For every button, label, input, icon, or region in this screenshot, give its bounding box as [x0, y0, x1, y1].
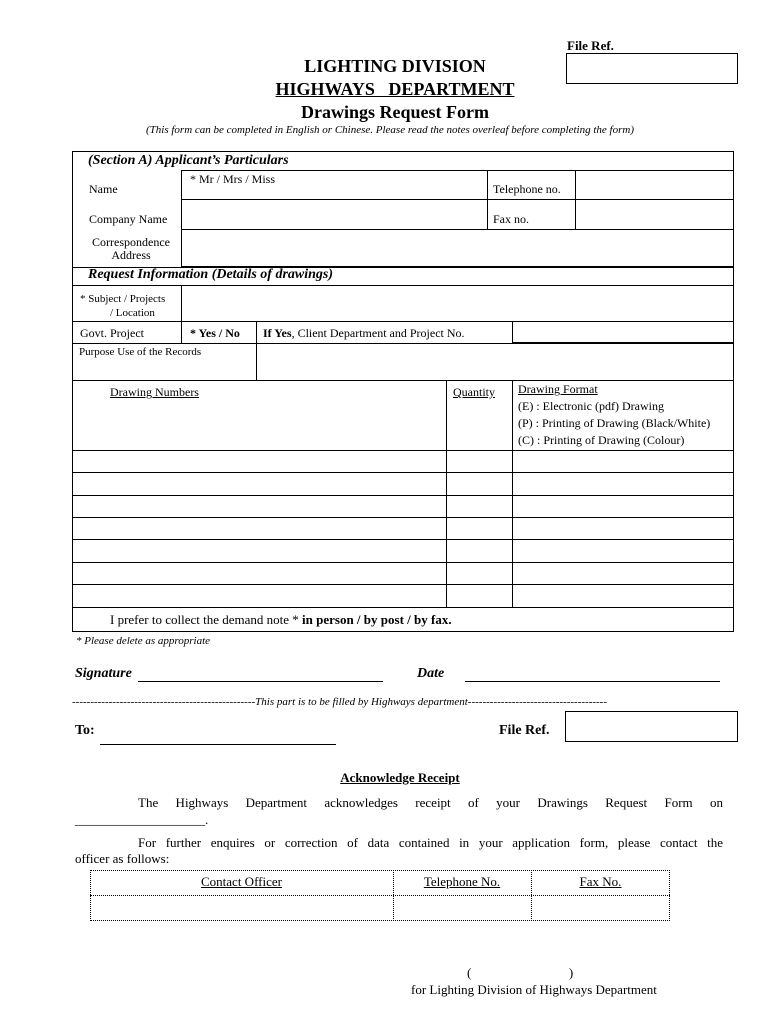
collect-preference [110, 612, 452, 628]
name-label: Name [89, 182, 118, 196]
table-row [72, 517, 734, 518]
if-yes-bold: If Yes [263, 326, 292, 340]
enquiry-text-2: officer as follows: [75, 851, 170, 866]
office-file-ref-box[interactable] [565, 711, 738, 742]
table-row [72, 584, 734, 585]
company-label: Company Name [89, 212, 168, 226]
office-use-divider: --------------------------------------------------This part is to be filled by Highways department-------------------------------------- [72, 696, 608, 708]
subject-field[interactable] [181, 285, 734, 322]
sign-off: for Lighting Division of Highways Department [411, 982, 657, 997]
telephone-label: Telephone no. [493, 182, 561, 196]
contact-table-row-line [90, 895, 670, 896]
fax-field[interactable] [575, 199, 734, 230]
format-title: Drawing Format [518, 382, 598, 396]
format-c: (C) : Printing of Drawing (Colour) [518, 433, 685, 447]
purpose-label: Purpose Use of the Records [79, 346, 202, 358]
if-yes-text [263, 326, 465, 341]
enquiry-text: For further enquires or correction of data contained in your application form, please contact the [138, 835, 723, 850]
footnote: * Please delete as appropriate [76, 635, 211, 647]
drawing-numbers-header: Drawing Numbers [110, 385, 199, 399]
yes-no-option[interactable]: * Yes / No [190, 326, 240, 340]
ack-text: The Highways Department acknowledges receipt of your Drawings Request Form on [138, 795, 723, 810]
table-row [72, 450, 734, 451]
signature-line[interactable] [138, 681, 383, 682]
collect-options[interactable]: in person / by post / by fax. [302, 612, 452, 627]
department-title: HIGHWAYS DEPARTMENT [275, 79, 515, 99]
client-dept-field[interactable] [512, 321, 734, 343]
telephone-field[interactable] [575, 170, 734, 200]
to-label: To: [75, 723, 95, 738]
table-row [72, 607, 734, 608]
table-row [72, 495, 734, 496]
address-field[interactable] [181, 229, 734, 267]
file-ref-box[interactable] [566, 53, 738, 84]
fax-no-header: Fax No. [579, 874, 622, 889]
subject-label-1: * Subject / Projects [80, 293, 166, 305]
govt-label: Govt. Project [80, 326, 144, 340]
drawings-header-top [72, 380, 734, 381]
qty-col-line [446, 380, 447, 607]
ack-title: Acknowledge Receipt [340, 770, 460, 785]
table-row [72, 539, 734, 540]
format-p: (P) : Printing of Drawing (Black/White) [518, 416, 711, 430]
fax-label: Fax no. [493, 212, 529, 226]
office-file-ref-label: File Ref. [499, 723, 550, 738]
format-col-line [512, 380, 513, 607]
division-title: LIGHTING DIVISION [304, 56, 486, 76]
date-line[interactable] [465, 681, 720, 682]
section-a-title: (Section A) Applicant’s Particulars [88, 153, 289, 168]
address-label-1: Correspondence [92, 235, 170, 249]
telephone-no-header: Telephone No. [423, 874, 501, 889]
format-e: (E) : Electronic (pdf) Drawing [518, 399, 664, 413]
table-row [72, 472, 734, 473]
address-label-2: Address [111, 248, 151, 262]
name-tel-divider [487, 170, 488, 200]
govt-divider-1 [181, 321, 182, 343]
contact-officer-header: Contact Officer [201, 874, 282, 889]
form-title: Drawings Request Form [301, 102, 489, 122]
subject-label-2: / Location [110, 307, 155, 319]
ack-date-blank[interactable]: ____________________. [75, 812, 209, 827]
purpose-field[interactable] [256, 343, 734, 381]
file-ref-label: File Ref. [567, 38, 614, 53]
request-title: Request Information (Details of drawings) [88, 267, 334, 282]
quantity-header: Quantity [453, 385, 495, 399]
date-label: Date [417, 666, 445, 681]
form-note: (This form can be completed in English or Chinese. Please read the notes overleaf before completing the form) [146, 124, 634, 136]
table-row [72, 562, 734, 563]
if-yes-rest: , Client Department and Project No. [291, 326, 465, 340]
to-line[interactable] [100, 744, 336, 745]
signature-parentheses: ( ) [467, 965, 574, 980]
collect-prefix: I prefer to collect the demand note * [110, 612, 303, 627]
signature-label: Signature [75, 666, 132, 681]
company-fax-divider [487, 199, 488, 230]
title-hint: * Mr / Mrs / Miss [190, 172, 276, 186]
